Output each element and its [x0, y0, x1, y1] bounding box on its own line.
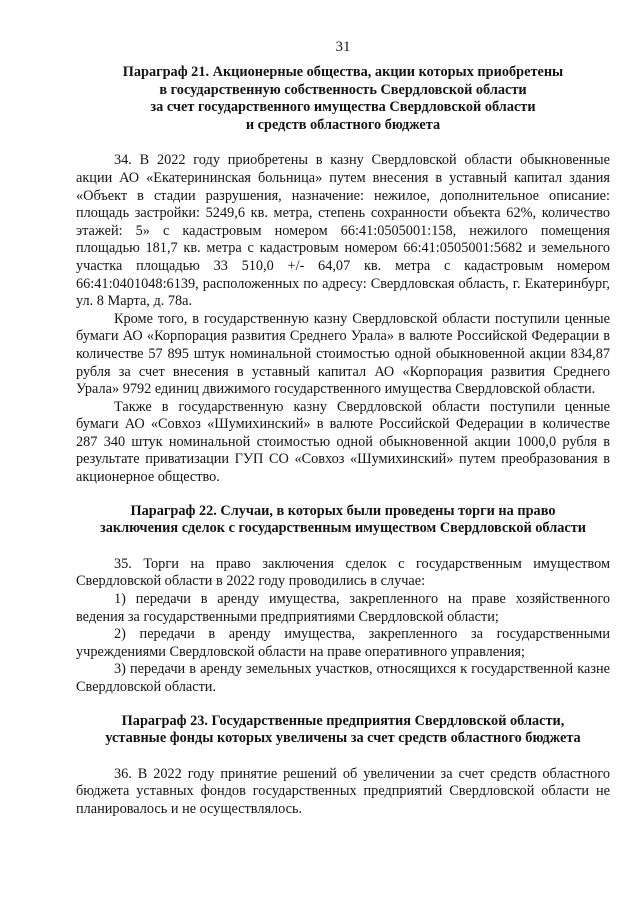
page-number: 31: [335, 39, 351, 55]
body-paragraph: 35. Торги на право заключения сделок с государственным имуществом Свердловской области в 2022 году проводились в случае:: [76, 555, 610, 590]
body-paragraph: 34. В 2022 году приобретены в казну Свердловской области обыкновенные акции АО «Екатерининская больница» путем внесения в уставный капитал здания «Объект в стадии разрушения, назначение: нежилое, дополнительное описание: площадь застройки: 5249,6 кв. метра, степень сохранности объекта 62%, количество этажей: 5» с кадастровым номером 66:41:0505001:158, нежилого помещения площадью 181,7 кв. метра с кадастровым номером 66:41:0505001:5682 и земельного участка площадью 33 510,0 +/- 64,07 кв. метра с кадастровым номером 66:41:0401048:6139, расположенных по адресу: Свердловская область, г. Екатеринбург, ул. 8 Марта, д. 78а.: [76, 152, 610, 310]
section-title-line: за счет государственного имущества Свердловской области: [150, 99, 536, 116]
section-title-line: заключения сделок с государственным имуществом Свердловской области: [99, 520, 587, 537]
body-paragraph: Кроме того, в государственную казну Свердловской области поступили ценные бумаги АО «Корпорация развития Среднего Урала» в валюте Российской Федерации в количестве 57 895 штук номинальной стоимостью одной обыкновенной акции 834,87 рубля за счет внесения в уставный капитал АО «Корпорация развития Среднего Урала» 9792 единиц движимого государственного имущества Свердловской области.: [76, 310, 610, 398]
list-item: 1) передачи в аренду имущества, закрепленного на праве хозяйственного ведения за государственными предприятиями Свердловской области;: [76, 591, 610, 625]
section-title-line: в государственную собственность Свердловской области: [159, 81, 527, 98]
section-title-line: Параграф 22. Случаи, в которых были проведены торги на право: [130, 502, 556, 519]
document-page: [76, 38, 610, 819]
list-item: 3) передачи в аренду земельных участков, относящихся к государственной казне Свердловской области.: [76, 661, 610, 695]
section-paragraph-21: [76, 64, 610, 487]
list-item: 2) передачи в аренду имущества, закрепленного за государственными учреждениями Свердловской области на праве оперативного управления;: [76, 626, 610, 660]
body-paragraph: Также в государственную казну Свердловской области поступили ценные бумаги АО «Совхоз «Шумихинский» в валюте Российской Федерации в количестве 287 340 штук номинальной стоимостью одной обыкновенной акции 1000,0 рубля в результате приватизации ГУП СО «Совхоз «Шумихинский» путем преобразования в акционерное общество.: [76, 398, 610, 486]
body-paragraph: 36. В 2022 году принятие решений об увеличении за счет средств областного бюджета уставных фондов государственных предприятий Свердловской области не планировалось и не осуществлялось.: [76, 765, 610, 817]
section-paragraph-22: [76, 503, 610, 697]
section-title-line: и средств областного бюджета: [245, 116, 441, 133]
section-paragraph-23: [76, 713, 610, 819]
section-title-line: Параграф 23. Государственные предприятия Свердловской области,: [121, 712, 565, 729]
section-title: [76, 64, 610, 134]
section-title: [76, 713, 610, 748]
section-title-line: уставные фонды которых увеличены за счет средств областного бюджета: [105, 730, 581, 747]
section-title-line: Параграф 21. Акционерные общества, акции которых приобретены: [122, 64, 564, 80]
section-title: [76, 503, 610, 538]
